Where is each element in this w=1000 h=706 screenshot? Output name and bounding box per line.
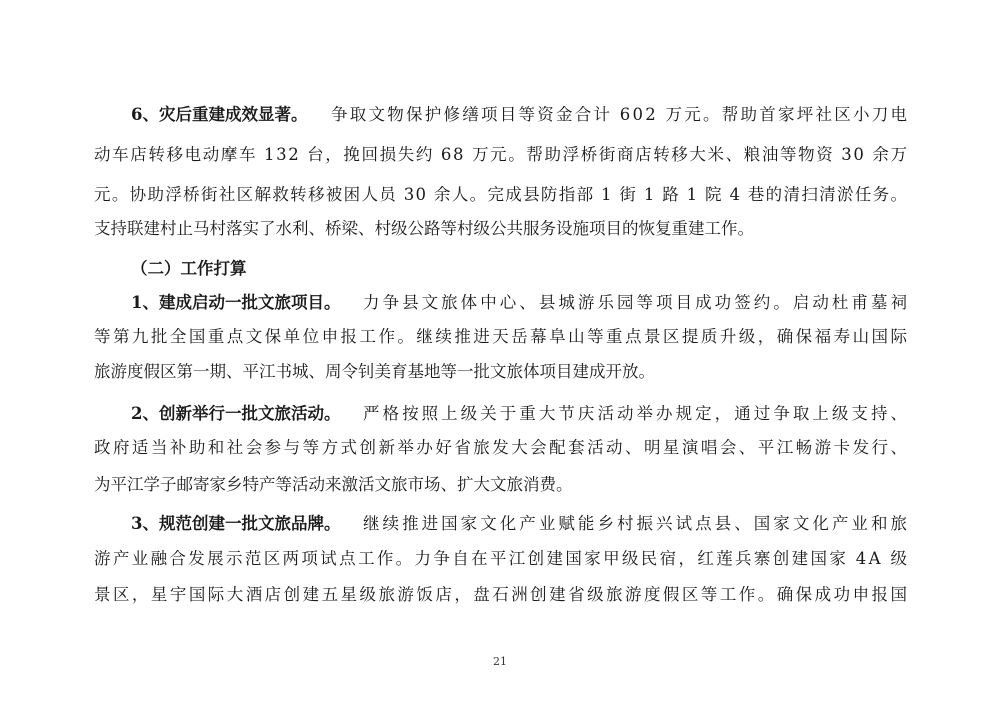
paragraph-1-line-2 [0,321,1000,353]
text-line: 游产业融合发展示范区两项试点工作。力争自在平江创建国家甲级民宿，红莲兵寨创建国家 4A 级 [94,549,910,568]
paragraph-6-heading: 6、灾后重建成效显著。 [131,105,308,124]
paragraph-6-line-3 [0,179,1000,211]
text-line: 为平江学子邮寄家乡特产等活动来激活文旅市场、扩大文旅消费。 [94,475,573,494]
paragraph-6-line-1 [0,99,1000,131]
text-line: 政府适当补助和社会参与等方式创新举办好省旅发大会配套活动、明星演唱会、平江畅游卡发行、 [94,438,910,457]
section-heading-line [0,253,1000,285]
paragraph-1-line-3 [0,356,1000,388]
paragraph-2-heading: 2、创新举行一批文旅活动。 [131,404,341,423]
paragraph-3-text: 继续推进国家文化产业赋能乡村振兴试点县、国家文化产业和旅 [363,514,911,533]
paragraph-6-text: 争取文物保护修缮项目等资金合计 602 万元。帮助首家坪社区小刀电 [331,105,910,124]
page-number: 21 [493,655,507,668]
paragraph-3-line-2 [0,543,1000,575]
paragraph-3-line-1 [0,508,1000,540]
text-line: 元。协助浮桥街社区解救转移被困人员 30 余人。完成县防指部 1 街 1 路 1 院 4 巷的清扫清淤任务。 [94,185,909,204]
paragraph-3-heading: 3、规范创建一批文旅品牌。 [131,514,341,533]
paragraph-6-line-4 [0,213,1000,245]
text-line: 动车店转移电动摩车 132 台，挽回损失约 68 万元。帮助浮桥街商店转移大米、粮油等物资 30 余万 [94,145,909,164]
text-line: 支持联建村止马村落实了水利、桥梁、村级公路等村级公共服务设施项目的恢复重建工作。 [94,219,754,238]
paragraph-1-heading: 1、建成启动一批文旅项目。 [131,293,341,312]
paragraph-3-line-3 [0,579,1000,611]
paragraph-2-line-3 [0,469,1000,501]
text-line: 等第九批全国重点文保单位申报工作。继续推进天岳幕阜山等重点景区提质升级，确保福寿山国际 [94,327,910,346]
paragraph-2-text: 严格按照上级关于重大节庆活动举办规定，通过争取上级支持、 [363,404,911,423]
paragraph-2-line-1 [0,398,1000,430]
paragraph-6-line-2 [0,139,1000,171]
paragraph-1-text: 力争县文旅体中心、县城游乐园等项目成功签约。启动杜甫墓祠 [363,293,911,312]
paragraph-2-line-2 [0,432,1000,464]
text-line: 旅游度假区第一期、平江书城、周令钊美育基地等一批文旅体项目建成开放。 [94,362,655,381]
section-heading: （二）工作打算 [131,259,247,278]
text-line: 景区，星宇国际大酒店创建五星级旅游饭店，盘石洲创建省级旅游度假区等工作。确保成功申报国 [94,585,910,604]
paragraph-1-line-1 [0,287,1000,319]
